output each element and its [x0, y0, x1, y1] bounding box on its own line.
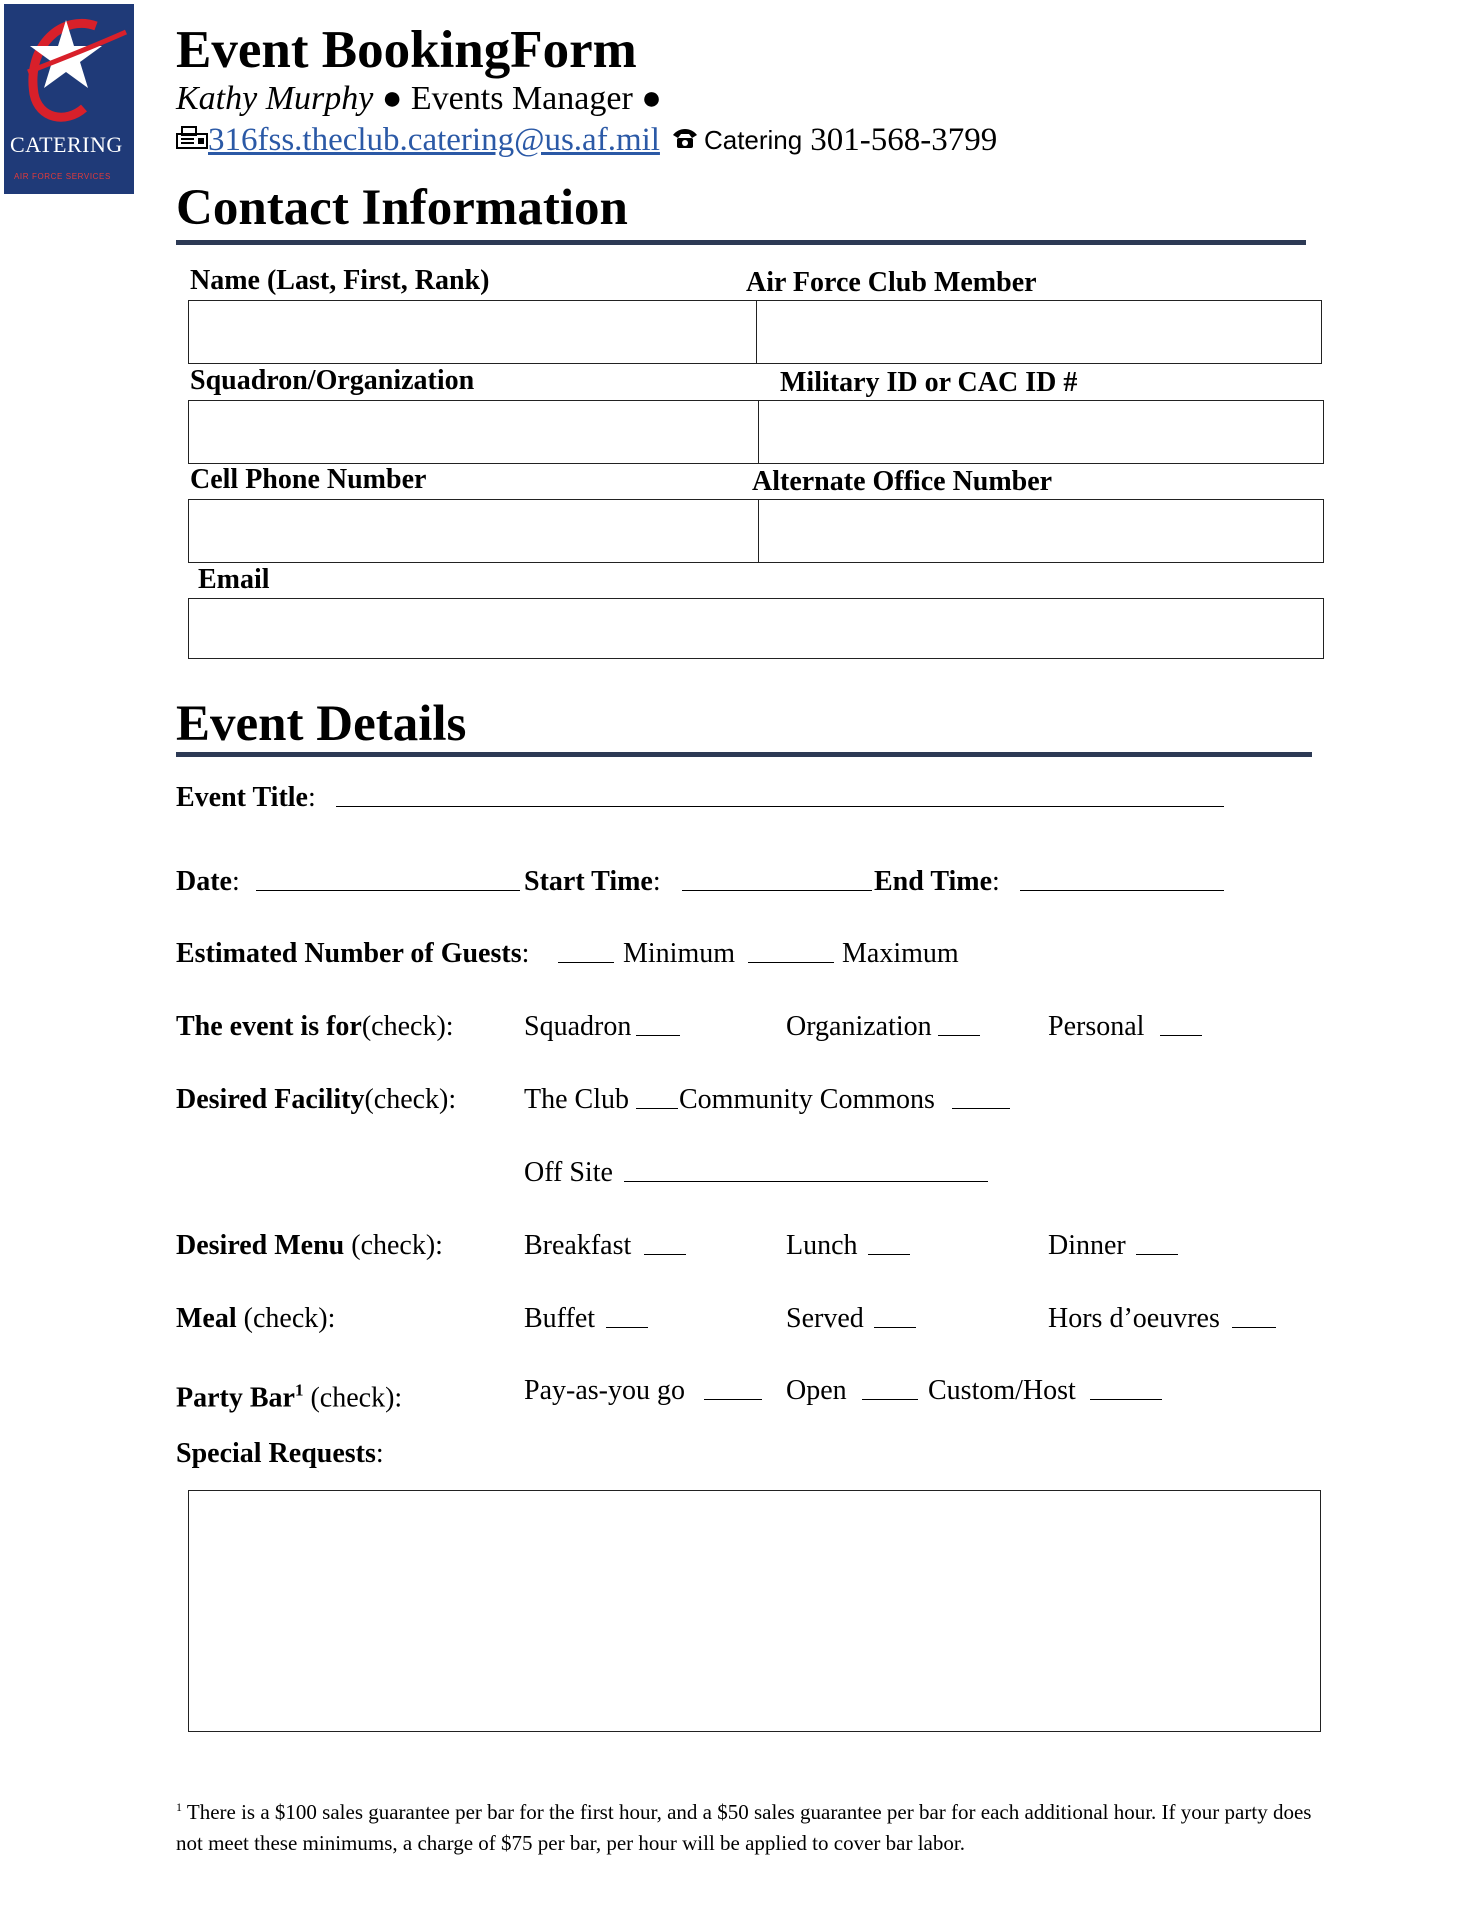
option-buffet: Buffet — [524, 1303, 596, 1334]
requests-label: Special Requests — [176, 1438, 376, 1469]
guests-min-label: Minimum — [623, 938, 736, 969]
dinner-check[interactable] — [1136, 1226, 1178, 1255]
option-off-site: Off Site — [524, 1157, 613, 1188]
manager-name: Kathy Murphy — [176, 80, 374, 117]
form-title: Event BookingForm — [176, 21, 637, 79]
party-bar-label: Party Bar — [176, 1382, 295, 1414]
party-bar-row — [176, 1371, 1384, 1414]
phone-number: 301-568-3799 — [810, 121, 998, 158]
option-breakfast: Breakfast — [524, 1230, 632, 1261]
option-organization: Organization — [786, 1011, 932, 1042]
cell-input[interactable] — [188, 499, 760, 563]
option-custom-host: Custom/Host — [928, 1375, 1076, 1406]
manager-line — [176, 78, 662, 120]
section-rule — [176, 752, 1312, 757]
start-time-label: Start Time — [524, 866, 653, 897]
option-community-commons: Community Commons — [679, 1084, 935, 1115]
event-heading: Event Details — [176, 696, 467, 752]
community-commons-check[interactable] — [952, 1080, 1010, 1109]
meal-label: Meal — [176, 1303, 237, 1334]
facility-label: Desired Facility — [176, 1084, 365, 1115]
option-hors-doeuvres: Hors d’oeuvres — [1048, 1303, 1220, 1334]
alt-office-input[interactable] — [758, 499, 1324, 563]
email-input[interactable] — [188, 598, 1324, 659]
phone-label: Catering — [703, 124, 803, 155]
guests-label: Estimated Number of Guests — [176, 938, 522, 969]
personal-check[interactable] — [1160, 1007, 1202, 1036]
date-label: Date — [176, 866, 232, 897]
date-time-row: Date: Start Time: End Time: — [176, 862, 1384, 902]
name-input[interactable] — [188, 300, 758, 364]
event-title-row: Event Title: — [176, 778, 1384, 818]
member-input[interactable] — [756, 300, 1322, 364]
section-rule — [176, 240, 1306, 245]
event-title-input[interactable] — [336, 778, 1224, 807]
logo-subtitle: AIR FORCE SERVICES — [14, 172, 111, 181]
catering-logo — [4, 4, 134, 194]
guests-min-input[interactable] — [558, 934, 614, 963]
custom-host-check[interactable] — [1090, 1371, 1162, 1400]
event-for-row — [176, 1007, 1384, 1047]
option-personal: Personal — [1048, 1011, 1145, 1042]
bullet: ● — [641, 80, 662, 117]
squadron-label: Squadron/Organization — [190, 365, 475, 396]
footnote — [176, 1792, 1316, 1859]
off-site-row — [176, 1153, 1384, 1193]
check-hint: (check): — [361, 1011, 454, 1042]
facility-row — [176, 1080, 1384, 1120]
email-label: Email — [198, 564, 270, 595]
cell-label: Cell Phone Number — [190, 464, 427, 495]
check-hint: (check): — [243, 1303, 336, 1334]
organization-check[interactable] — [938, 1007, 980, 1036]
guests-max-input[interactable] — [748, 934, 834, 963]
hors-doeuvres-check[interactable] — [1232, 1299, 1276, 1328]
check-hint: (check): — [364, 1084, 457, 1115]
bullet: ● — [381, 80, 403, 117]
check-hint: (check): — [351, 1230, 443, 1261]
guests-max-label: Maximum — [842, 938, 959, 969]
squadron-input[interactable] — [188, 400, 760, 464]
meal-row — [176, 1299, 1384, 1339]
option-the-club: The Club — [524, 1084, 629, 1115]
option-pay-as-you-go: Pay-as-you go — [524, 1375, 685, 1406]
menu-label: Desired Menu — [176, 1230, 345, 1261]
phone-icon — [672, 127, 698, 154]
contact-line — [176, 118, 997, 162]
open-check[interactable] — [862, 1371, 918, 1400]
fax-icon — [176, 125, 208, 156]
check-hint: (check): — [310, 1382, 403, 1414]
event-title-label: Event Title — [176, 782, 308, 813]
military-id-input[interactable] — [758, 400, 1324, 464]
option-served: Served — [786, 1303, 864, 1334]
email-link[interactable]: 316fss.theclub.catering@us.af.mil — [208, 121, 660, 158]
option-squadron: Squadron — [524, 1011, 632, 1042]
special-requests-textarea[interactable] — [188, 1490, 1321, 1732]
lunch-check[interactable] — [868, 1226, 910, 1255]
breakfast-check[interactable] — [644, 1226, 686, 1255]
menu-row — [176, 1226, 1384, 1266]
requests-row: Special Requests: — [176, 1438, 384, 1469]
date-input[interactable] — [256, 862, 520, 891]
star-c-logo-icon — [4, 4, 134, 194]
guests-row: Estimated Number of Guests: Minimum Maximum — [176, 934, 1384, 974]
served-check[interactable] — [874, 1299, 916, 1328]
option-dinner: Dinner — [1048, 1230, 1126, 1261]
footnote-mark: 1 — [176, 1800, 182, 1814]
contact-heading: Contact Information — [176, 180, 628, 236]
end-time-input[interactable] — [1020, 862, 1224, 891]
end-time-label: End Time — [874, 866, 993, 897]
event-for-label: The event is for — [176, 1011, 362, 1042]
member-label: Air Force Club Member — [746, 267, 1037, 298]
squadron-check[interactable] — [636, 1007, 680, 1036]
military-id-label: Military ID or CAC ID # — [780, 367, 1078, 398]
name-label: Name (Last, First, Rank) — [190, 265, 490, 296]
the-club-check[interactable] — [636, 1080, 678, 1109]
buffet-check[interactable] — [606, 1299, 648, 1328]
off-site-input[interactable] — [624, 1153, 988, 1182]
alt-office-label: Alternate Office Number — [752, 466, 1053, 497]
pay-as-you-go-check[interactable] — [704, 1371, 762, 1400]
option-lunch: Lunch — [786, 1230, 858, 1261]
start-time-input[interactable] — [682, 862, 872, 891]
manager-role: Events Manager — [410, 80, 633, 117]
option-open: Open — [786, 1375, 847, 1406]
footnote-text: There is a $100 sales guarantee per bar for the first hour, and a $50 sales guarantee per bar for each additional hour. If your party does not meet these minimums, a charge of $75 per bar, per hour will be applied to cover bar labor. — [176, 1800, 1312, 1855]
logo-wordmark: CATERING — [10, 132, 123, 157]
footnote-ref: 1 — [294, 1381, 304, 1400]
